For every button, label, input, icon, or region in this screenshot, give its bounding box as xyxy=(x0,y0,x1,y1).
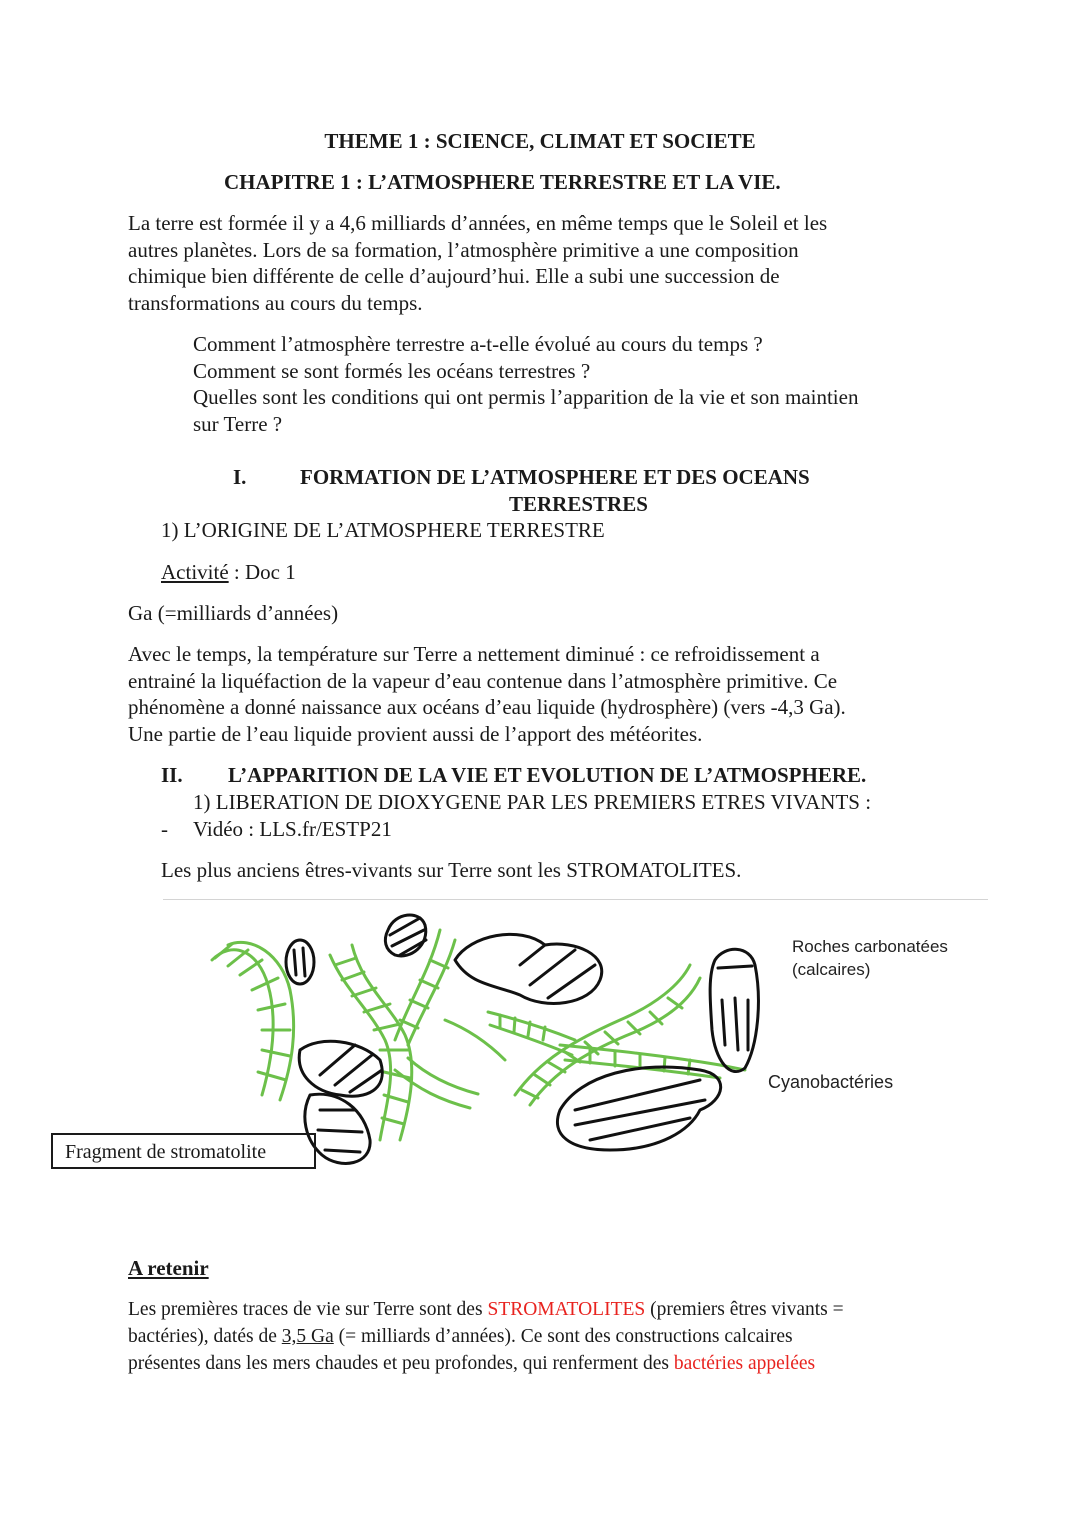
section-2-number: II. xyxy=(161,763,183,787)
retenir-paragraph xyxy=(128,1296,844,1377)
subsection-1-1: 1) L’ORIGINE DE L’ATMOSPHERE TERRESTRE xyxy=(161,518,605,542)
label-carbonate-rocks: Roches carbonatées xyxy=(792,937,948,956)
figure-caption-box xyxy=(51,1133,316,1169)
question-line: Quelles sont les conditions qui ont permis l’apparition de la vie et son maintien xyxy=(193,385,859,409)
intro-line: autres planètes. Lors de sa formation, l’atmosphère primitive a une composition xyxy=(128,237,799,262)
video-link[interactable]: Vidéo : LLS.fr/ESTP21 xyxy=(193,817,392,841)
problem-questions xyxy=(193,331,858,437)
oldest-living-sentence: Les plus anciens êtres-vivants sur Terre sont les STROMATOLITES. xyxy=(161,858,742,882)
retenir-text: (= milliards d’années). Ce sont des constructions calcaires xyxy=(333,1326,793,1347)
figure-caption: Fragment de stromatolite xyxy=(65,1141,267,1163)
activity-line xyxy=(161,559,296,586)
question-line: sur Terre ? xyxy=(193,411,283,436)
carbonate-rocks xyxy=(286,915,758,1163)
activity-label: Activité xyxy=(161,560,229,584)
oceans-line: entrainé la liquéfaction de la vapeur d’eau contenue dans l’atmosphère primitive. Ce xyxy=(128,668,838,693)
section-1-title-cont: TERRESTRES xyxy=(509,492,648,516)
oceans-line: Avec le temps, la température sur Terre a nettement diminué : ce refroidissement a xyxy=(128,642,820,666)
cyanobacteria-filaments xyxy=(212,930,745,1140)
chapter-title: CHAPITRE 1 : L’ATMOSPHERE TERRESTRE ET LA VIE. xyxy=(224,170,781,194)
activity-doc: : Doc 1 xyxy=(228,560,296,584)
intro-line: chimique bien différente de celle d’aujourd’hui. Elle a subi une succession de xyxy=(128,264,780,288)
intro-line: La terre est formée il y a 4,6 milliards d’années, en même temps que le Soleil et les xyxy=(128,211,828,235)
oceans-paragraph xyxy=(128,641,846,747)
retenir-highlight: STROMATOLITES xyxy=(487,1299,646,1320)
retenir-line xyxy=(128,1350,844,1377)
retenir-text: Les premières traces de vie sur Terre sont des xyxy=(128,1299,488,1320)
section-2-title: L’APPARITION DE LA VIE ET EVOLUTION DE L’ATMOSPHERE. xyxy=(228,763,867,787)
retenir-text: (premiers êtres vivants = xyxy=(645,1299,844,1320)
retenir-date: 3,5 Ga xyxy=(281,1326,334,1347)
question-line: Comment l’atmosphère terrestre a-t-elle évolué au cours du temps ? xyxy=(193,332,763,356)
subsection-2-1: 1) LIBERATION DE DIOXYGENE PAR LES PREMIERS ETRES VIVANTS : xyxy=(193,790,872,814)
retenir-text: bactéries), datés de xyxy=(128,1326,282,1347)
retenir-heading: A retenir xyxy=(128,1256,209,1280)
oceans-line: phénomène a donné naissance aux océans d’eau liquide (hydrosphère) (vers -4,3 Ga). xyxy=(128,695,846,719)
oceans-line: Une partie de l’eau liquide provient aussi de l’apport des météorites. xyxy=(128,721,703,746)
divider xyxy=(163,899,988,900)
intro-line: transformations au cours du temps. xyxy=(128,290,423,315)
label-cyanobacteria: Cyanobactéries xyxy=(768,1072,894,1092)
section-1-title: FORMATION DE L’ATMOSPHERE ET DES OCEANS xyxy=(300,465,810,489)
ga-note: Ga (=milliards d’années) xyxy=(128,601,339,625)
question-line: Comment se sont formés les océans terrestres ? xyxy=(193,358,591,383)
retenir-line xyxy=(128,1323,844,1350)
theme-title: THEME 1 : SCIENCE, CLIMAT ET SOCIETE xyxy=(324,129,756,153)
intro-paragraph xyxy=(128,210,827,316)
retenir-text: présentes dans les mers chaudes et peu profondes, qui renferment des xyxy=(128,1353,674,1374)
label-calcaires: (calcaires) xyxy=(792,960,871,979)
retenir-highlight: bactéries appelées xyxy=(673,1353,816,1374)
retenir-line xyxy=(128,1296,844,1323)
section-1-number: I. xyxy=(233,465,247,489)
video-dash: - xyxy=(161,817,168,841)
